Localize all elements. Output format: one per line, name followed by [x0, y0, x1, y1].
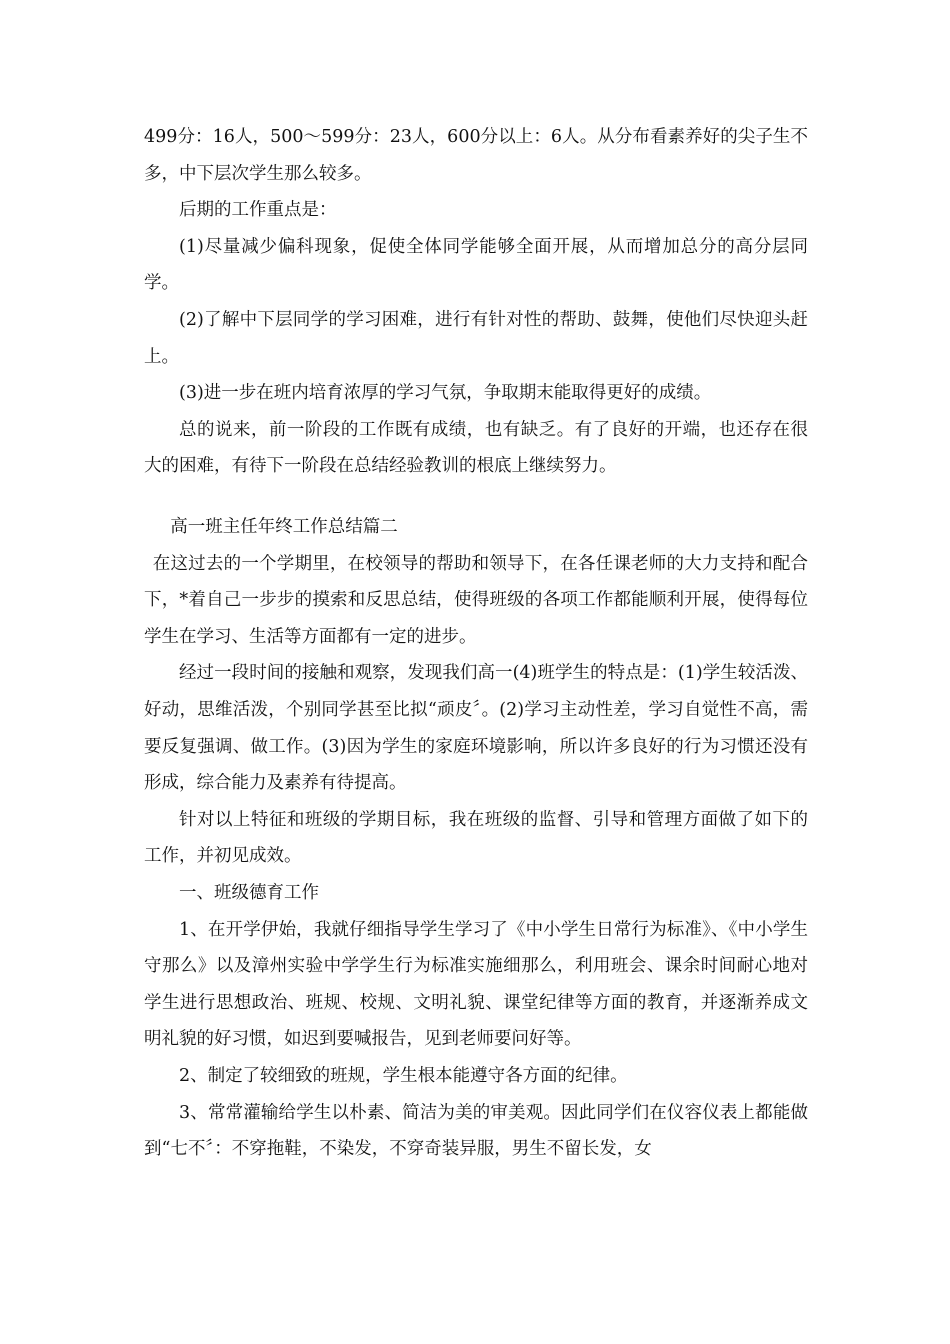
- paragraph-score-distribution: 499分：16人，500～599分：23人，600分以上：6人。从分布看素养好的尖子生不多，中下层次学生那么较多。: [144, 127, 808, 184]
- paragraph-focus-item-3: (3)进一步在班内培育浓厚的学习气氛，争取期末能取得更好的成绩。: [179, 383, 712, 404]
- paragraph-summary: 总的说来，前一阶段的工作既有成绩，也有缺乏。有了良好的开端，也还存在很大的困难，有待下一阶段在总结经验教训的根底上继续努力。: [144, 419, 808, 477]
- paragraph-later-focus-heading: 后期的工作重点是：: [179, 200, 337, 221]
- paragraph-focus-item-2: (2)了解中下层同学的学习困难，进行有针对性的帮助、鼓舞，使他们尽快迎头赶上。: [144, 309, 808, 367]
- section-1-body: [144, 119, 808, 485]
- paragraph-item-1: 1、在开学伊始，我就仔细指导学生学习了《中小学生日常行为标准》、《中小学生守那么》以及漳州实验中学学生行为标准实施细那么，利用班会、课余时间耐心地对学生进行思想政治、班规、校规、文明礼貌、课堂纪律等方面的教育，并逐渐养成文明礼貌的好习惯，如迟到要喊报告，见到老师要问好等。: [144, 919, 808, 1050]
- paragraph-work-overview: 针对以上特征和班级的学期目标，我在班级的监督、引导和管理方面做了如下的工作，并初见成效。: [144, 809, 808, 867]
- paragraph-student-traits: 经过一段时间的接触和观察，发现我们高一(4)班学生的特点是：(1)学生较活泼、好动，思维活泼，个别同学甚至比拟“顽皮〞。(2)学习主动性差，学习自觉性不高，需要反复强调、做工作。(3)因为学生的家庭环境影响，所以许多良好的行为习惯还没有形成，综合能力及素养有待提高。: [144, 663, 808, 794]
- section-2-body: [144, 509, 808, 1168]
- paragraph-focus-item-1: (1)尽量减少偏科现象，促使全体同学能够全面开展，从而增加总分的高分层同学。: [144, 236, 808, 294]
- paragraph-item-3: 3、常常灌输给学生以朴素、简洁为美的审美观。因此同学们在仪容仪表上都能做到“七不〞：不穿拖鞋，不染发，不穿奇装异服，男生不留长发，女: [144, 1102, 808, 1160]
- heading-moral-education: 一、班级德育工作: [179, 882, 319, 903]
- section-2-title: 高一班主任年终工作总结篇二: [170, 517, 398, 537]
- paragraph-item-2: 2、制定了较细致的班规，学生根本能遵守各方面的纪律。: [179, 1065, 628, 1086]
- paragraph-intro: 在这过去的一个学期里，在校领导的帮助和领导下，在各任课老师的大力支持和配合下，*着自己一步步的摸索和反思总结，使得班级的各项工作都能顺利开展，使得每位学生在学习、生活等方面都有一定的进步。: [144, 553, 808, 647]
